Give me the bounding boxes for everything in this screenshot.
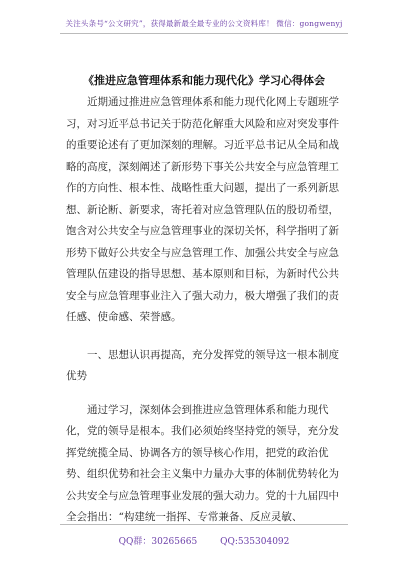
footer	[0, 534, 408, 547]
paragraph-section-1: 通过学习，深刻体会到推进应急管理体系和能力现代化，党的领导是根本。我们必须始终坚持党的领导，充分发挥党统揽全局、协调各方的领导核心作用，把党的政治优势、组织优势和社会主义集中力量办大事的体制优势转化为公共安全与应急管理事业发展的强大动力。党的十九届四中全会指出：“构建统一指挥、专常兼备、反应灵敏、	[66, 403, 339, 523]
document-title: 《推进应急管理体系和能力现代化》学习心得体会	[83, 74, 325, 87]
paragraph-intro: 近期通过推进应急管理体系和能力现代化网上专题班学习，对习近平总书记关于防范化解重大风险和应对突发事件的重要论述有了更加深刻的理解。习近平总书记从全局和战略的高度，深刻阐述了新形势下事关公共安全与应急管理工作的方向性、根本性、战略性重大问题，提出了一系列新思想、新论断、新要求，寄托着对应急管理队伍的殷切希望，饱含对公共安全与应急管理事业的深切关怀，科学指明了新形势下做好公共安全与应急管理工作、加强公共安全与应急管理队伍建设的指导思想、基本原则和目标，为新时代公共安全与应急管理事业注入了强大动力，极大增强了我们的责任感、使命感、荣誉感。	[66, 96, 339, 323]
section-heading: 一、思想认识再提高，充分发挥党的领导这一根本制度优势	[66, 348, 339, 382]
header-divider	[60, 33, 348, 34]
footer-divider	[60, 524, 348, 525]
header-note: 关注头条号“公文研究”，获得最新最全最专业的公文资料库！ 微信：gongwenyj	[65, 19, 343, 28]
footer-qq: QQ:535304092	[220, 537, 290, 547]
footer-qq-group: QQ群：30265665	[118, 537, 198, 547]
document-body	[66, 92, 344, 529]
